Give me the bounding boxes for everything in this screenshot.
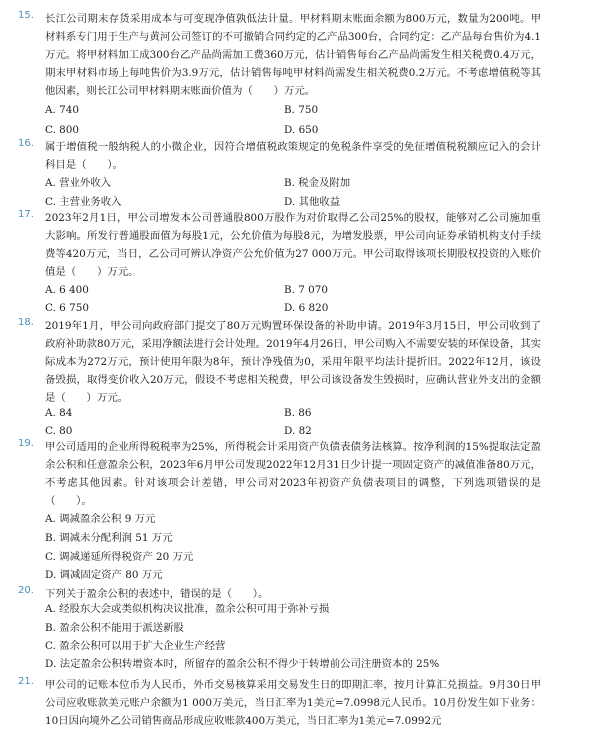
option-a[interactable]: A. 740: [45, 104, 79, 116]
question-text: 2023年2月1日，甲公司增发本公司普通股800万股作为对价取得乙公司25%的股权，能够对乙公司施加重大影响。所发行普通股面值为每股1元，公允价值为每股8元，为增发股票，甲公司向证券承销机构支付手续费等420万元，当日，乙公司可辨认净资产公允价值为27 000万元。甲公司取得该项长期股权投资的入账价值是（ ）万元。: [45, 212, 541, 278]
question-number: 20.: [18, 585, 34, 596]
option-c[interactable]: C. 80: [45, 425, 73, 437]
option-d[interactable]: D. 调减固定资产 80 万元: [45, 569, 163, 581]
option-a[interactable]: A. 营业外收入: [45, 177, 112, 189]
question-number: 21.: [18, 676, 34, 687]
question-number: 16.: [18, 138, 34, 149]
question-number: 17.: [18, 209, 34, 220]
option-c[interactable]: C. 主营业务收入: [45, 196, 122, 208]
option-b[interactable]: B. 750: [284, 104, 319, 116]
option-d[interactable]: D. 650: [284, 124, 319, 136]
option-a[interactable]: A. 调减盈余公积 9 万元: [45, 513, 156, 525]
option-a[interactable]: A. 经股东大会或类似机构决议批准，盈余公积可用于弥补亏损: [45, 603, 330, 615]
option-d[interactable]: D. 6 820: [284, 302, 329, 314]
option-c[interactable]: C. 调减递延所得税资产 20 万元: [45, 551, 194, 563]
option-c[interactable]: C. 6 750: [45, 302, 89, 314]
question-text: 甲公司的记账本位币为人民币，外币交易核算采用交易发生日的即期汇率，按月计算汇兑损益。9月30日甲公司应收账款美元账户余额为1 000万美元，当日汇率为1美元=7.0998元人民币。10月份发生如下业务：10日因向境外乙公司销售商品形成应收账款400万美元，当日汇率为1美元=7.0992元: [45, 679, 541, 727]
option-d[interactable]: D. 法定盈余公积转增资本时，所留存的盈余公积不得少于转增前公司注册资本的 25%: [45, 658, 440, 670]
option-c[interactable]: C. 盈余公积可以用于扩大企业生产经营: [45, 640, 226, 652]
question-text: 下列关于盈余公积的表述中，错误的是（ ）。: [45, 588, 269, 600]
option-b[interactable]: B. 税金及附加: [284, 177, 351, 189]
option-a[interactable]: A. 84: [45, 407, 73, 419]
question-number: 18.: [18, 317, 34, 328]
option-b[interactable]: B. 调减未分配利润 51 万元: [45, 532, 173, 544]
option-b[interactable]: B. 7 070: [284, 284, 328, 296]
question-text: 甲公司适用的企业所得税税率为25%，所得税会计采用资产负债表债务法核算。按净利润的15%提取法定盈余公积和任意盈余公积，2023年6月甲公司发现2022年12月31日少计提一项固定资产的减值准备80万元，不考虑其他因素。针对该项会计差错，甲公司对2023年初资产负债表项目的调整，下列选项错误的是（ ）。: [45, 441, 541, 507]
question-number: 15.: [18, 10, 34, 21]
option-a[interactable]: A. 6 400: [45, 284, 89, 296]
option-d[interactable]: D. 其他收益: [284, 196, 341, 208]
option-b[interactable]: B. 盈余公积不能用于派送新股: [45, 622, 184, 634]
option-d[interactable]: D. 82: [284, 425, 312, 437]
option-b[interactable]: B. 86: [284, 407, 312, 419]
question-text: 属于增值税一般纳税人的小微企业，因符合增值税政策规定的免税条件享受的免征增值税税额应记入的会计科目是（ ）。: [45, 141, 541, 171]
option-c[interactable]: C. 800: [45, 124, 80, 136]
question-text: 2019年1月，甲公司向政府部门提交了80万元购置环保设备的补助申请。2019年3月15日，甲公司收到了政府补助款80万元，采用净额法进行会计处理。2019年4月26日，甲公司购入不需要安装的环保设备，其实际成本为272万元，预计使用年限为8年，预计净残值为0，采用年限平均法计提折旧。2022年12月，该设备毁损，取得变价收入20万元，假设不考虑相关税费，甲公司该设备发生毁损时，应确认营业外支出的金额是（ ）万元。: [45, 320, 541, 404]
question-number: 19.: [18, 438, 34, 449]
question-text: 长江公司期末存货采用成本与可变现净值孰低法计量。甲材料期末账面余额为800万元，数量为200吨。甲材料系专门用于生产与黄河公司签订的不可撤销合同约定的乙产品300台，合同约定：乙产品每台售价为4.1万元。将甲材料加工成300台乙产品尚需加工费360万元，估计销售每台乙产品尚需发生相关税费0.4万元，期末甲材料市场上每吨售价为3.9万元，估计销售每吨甲材料尚需发生相关税费0.2万元。不考虑增值税等其他因素，则长江公司甲材料期末账面价值为（ ）万元。: [45, 13, 541, 97]
